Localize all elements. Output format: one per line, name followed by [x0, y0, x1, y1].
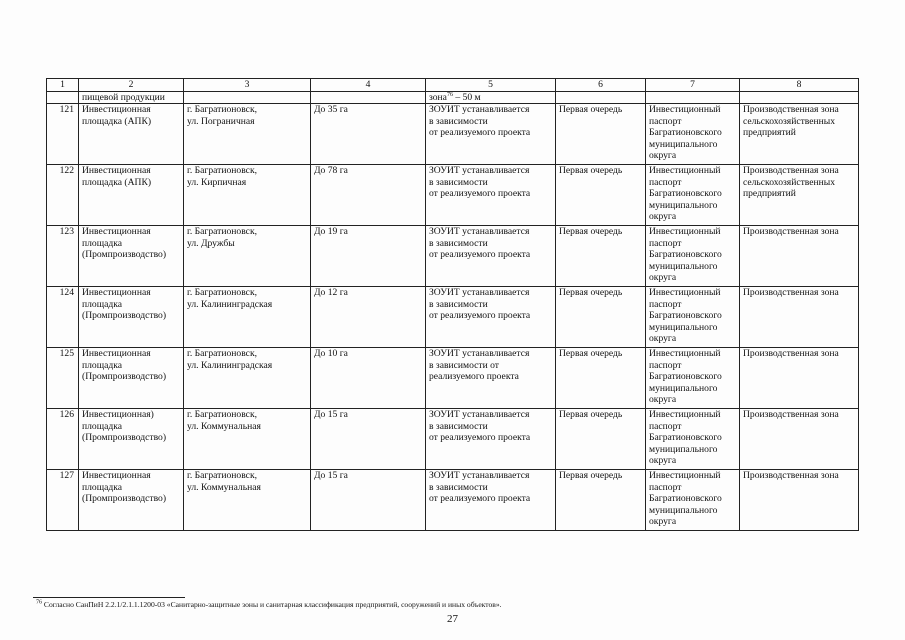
zone-description-line: от реализуемого проекта — [429, 249, 531, 260]
object-address-line: ул. Калининградская — [187, 298, 273, 310]
zone-description-line: реализуемого проекта — [429, 371, 519, 382]
zone-description-line: ЗОУИТ устанавливается — [429, 409, 530, 420]
zone-description-line: в зависимости — [429, 481, 488, 493]
source-document-line: паспорт — [649, 176, 682, 188]
source-document-line: муниципального — [649, 321, 718, 333]
implementation-stage: Первая очередь — [556, 226, 646, 287]
object-address — [184, 348, 311, 409]
source-document-line: Багратионовского — [649, 188, 722, 199]
table-row — [47, 226, 859, 287]
functional-zone — [740, 348, 859, 409]
continuation-cell — [311, 91, 426, 104]
source-document-line: Инвестиционный — [649, 470, 721, 481]
column-number: 6 — [556, 79, 646, 92]
object-address-line: г. Багратионовск, — [187, 165, 258, 176]
source-document-line: Инвестиционный — [649, 287, 721, 298]
functional-zone — [740, 104, 859, 165]
zone-description-line: ЗОУИТ устанавливается — [429, 226, 530, 237]
row-number: 127 — [47, 470, 79, 531]
source-document-line: Багратионовского — [649, 249, 722, 260]
source-document — [646, 287, 740, 348]
implementation-stage: Первая очередь — [556, 470, 646, 531]
source-document-line: Багратионовского — [649, 371, 722, 382]
object-area: До 78 га — [311, 165, 426, 226]
implementation-stage: Первая очередь — [556, 287, 646, 348]
object-name-line: Инвестиционная — [82, 104, 151, 115]
object-name — [79, 348, 184, 409]
zone-description-line: от реализуемого проекта — [429, 188, 531, 199]
zone-description — [426, 104, 556, 165]
object-name-line: (Промпроизводство) — [82, 249, 167, 260]
table-row — [47, 165, 859, 226]
functional-zone-line: предприятий — [743, 127, 796, 138]
zone-description-line: в зависимости от — [429, 359, 499, 371]
source-document-line: Инвестиционный — [649, 226, 721, 237]
zone-description — [426, 226, 556, 287]
zone-description-line: ЗОУИТ устанавливается — [429, 287, 530, 298]
functional-zone-line: предприятий — [743, 188, 796, 199]
footnote — [36, 600, 876, 609]
object-address-line: г. Багратионовск, — [187, 226, 258, 237]
object-address-line: г. Багратионовск, — [187, 287, 258, 298]
source-document-line: Инвестиционный — [649, 348, 721, 359]
functional-zone — [740, 287, 859, 348]
object-address — [184, 409, 311, 470]
object-address-line: ул. Пограничная — [187, 115, 255, 127]
functional-zone-line: Производственная зона — [743, 409, 839, 420]
object-address — [184, 226, 311, 287]
object-address — [184, 165, 311, 226]
object-area: До 12 га — [311, 287, 426, 348]
source-document-line: муниципального — [649, 382, 718, 394]
source-document — [646, 104, 740, 165]
zone-description-line: в зависимости — [429, 298, 488, 310]
object-name-line: (Промпроизводство) — [82, 310, 167, 321]
row-number: 121 — [47, 104, 79, 165]
source-document — [646, 470, 740, 531]
object-area: До 19 га — [311, 226, 426, 287]
source-document-line: паспорт — [649, 115, 682, 127]
functional-zone — [740, 226, 859, 287]
implementation-stage: Первая очередь — [556, 409, 646, 470]
object-name-line: Инвестиционная — [82, 226, 151, 237]
object-address-line: ул. Дружбы — [187, 237, 235, 249]
object-name — [79, 226, 184, 287]
zone-description-line: в зависимости — [429, 237, 488, 249]
source-document — [646, 409, 740, 470]
object-address-line: ул. Коммунальная — [187, 481, 261, 493]
object-address — [184, 104, 311, 165]
row-number: 125 — [47, 348, 79, 409]
source-document-line: муниципального — [649, 443, 718, 455]
object-name-line: Инвестиционная — [82, 165, 151, 176]
zone-description-line: в зависимости — [429, 115, 488, 127]
source-document — [646, 348, 740, 409]
implementation-stage: Первая очередь — [556, 348, 646, 409]
continuation-row — [47, 91, 859, 104]
continuation-cell — [740, 91, 859, 104]
object-name-line: площадка (АПК) — [82, 176, 152, 188]
table-row — [47, 409, 859, 470]
object-name-line: площадка (АПК) — [82, 115, 152, 127]
functional-zone-line: Производственная зона — [743, 470, 839, 481]
source-document-line: муниципального — [649, 199, 718, 211]
column-number: 5 — [426, 79, 556, 92]
zone-description-line: ЗОУИТ устанавливается — [429, 104, 530, 115]
object-name-line: (Промпроизводство) — [82, 432, 167, 443]
source-document-line: Инвестиционный — [649, 165, 721, 176]
planned-objects-table — [46, 78, 859, 531]
object-name-line: площадка — [82, 420, 123, 432]
object-name-line: площадка — [82, 481, 123, 493]
footnote-divider — [33, 597, 185, 598]
column-number: 2 — [79, 79, 184, 92]
object-name-line: площадка — [82, 298, 123, 310]
object-name — [79, 470, 184, 531]
zone-description — [426, 287, 556, 348]
source-document-line: паспорт — [649, 359, 682, 371]
object-name — [79, 165, 184, 226]
object-area: До 35 га — [311, 104, 426, 165]
source-document-line: округа — [649, 333, 677, 344]
table-row — [47, 104, 859, 165]
column-number: 8 — [740, 79, 859, 92]
page-number: 27 — [447, 613, 458, 625]
column-number: 4 — [311, 79, 426, 92]
footnote-ref: 76 — [446, 91, 453, 98]
column-number-row — [47, 79, 859, 92]
source-document-line: округа — [649, 516, 677, 527]
row-number: 126 — [47, 409, 79, 470]
object-address-line: ул. Калининградская — [187, 359, 273, 371]
source-document-line: Багратионовского — [649, 493, 722, 504]
object-name-line: Инвестиционная) — [82, 409, 154, 420]
zone-description-line: от реализуемого проекта — [429, 493, 531, 504]
zone-description — [426, 165, 556, 226]
functional-zone-line: сельскохозяйственных — [743, 176, 836, 188]
source-document-line: муниципального — [649, 504, 718, 516]
object-name — [79, 287, 184, 348]
object-address — [184, 470, 311, 531]
object-name — [79, 409, 184, 470]
object-name-line: (Промпроизводство) — [82, 371, 167, 382]
object-name-line: площадка — [82, 359, 123, 371]
implementation-stage: Первая очередь — [556, 104, 646, 165]
source-document-line: паспорт — [649, 298, 682, 310]
source-document-line: округа — [649, 211, 677, 222]
object-address-line: ул. Кирпичная — [187, 176, 247, 188]
object-name-line: (Промпроизводство) — [82, 493, 167, 504]
source-document-line: округа — [649, 455, 677, 466]
object-name-line: Инвестиционная — [82, 287, 151, 298]
source-document-line: паспорт — [649, 237, 682, 249]
continuation-cell — [47, 91, 79, 104]
column-number: 7 — [646, 79, 740, 92]
functional-zone-line: Производственная зона — [743, 287, 839, 298]
object-area: До 15 га — [311, 409, 426, 470]
object-name — [79, 104, 184, 165]
source-document-line: округа — [649, 394, 677, 405]
functional-zone-line: Производственная зона — [743, 165, 839, 176]
zone-description-line: ЗОУИТ устанавливается — [429, 470, 530, 481]
continuation-cell — [184, 91, 311, 104]
source-document-line: округа — [649, 150, 677, 161]
source-document-line: Багратионовского — [649, 432, 722, 443]
table-row — [47, 348, 859, 409]
footnote-marker: 76 — [36, 599, 42, 606]
functional-zone — [740, 470, 859, 531]
zone-description-line: в зависимости — [429, 420, 488, 432]
source-document — [646, 226, 740, 287]
source-document-line: муниципального — [649, 260, 718, 272]
functional-zone — [740, 409, 859, 470]
row-number: 124 — [47, 287, 79, 348]
zone-description-line: ЗОУИТ устанавливается — [429, 348, 530, 359]
implementation-stage: Первая очередь — [556, 165, 646, 226]
column-number: 3 — [184, 79, 311, 92]
object-area: До 10 га — [311, 348, 426, 409]
object-address-line: г. Багратионовск, — [187, 409, 258, 420]
continuation-name: пищевой продукции — [79, 91, 184, 104]
object-address-line: г. Багратионовск, — [187, 104, 258, 115]
zone-description-line: в зависимости — [429, 176, 488, 188]
object-address-line: г. Багратионовск, — [187, 470, 258, 481]
functional-zone-line: сельскохозяйственных — [743, 115, 836, 127]
zone-description-line: от реализуемого проекта — [429, 432, 531, 443]
functional-zone — [740, 165, 859, 226]
source-document-line: Багратионовского — [649, 127, 722, 138]
source-document-line: округа — [649, 272, 677, 283]
row-number: 122 — [47, 165, 79, 226]
object-name-line: Инвестиционная — [82, 348, 151, 359]
continuation-cell — [556, 91, 646, 104]
source-document-line: Багратионовского — [649, 310, 722, 321]
source-document — [646, 165, 740, 226]
zone-description-line: от реализуемого проекта — [429, 127, 531, 138]
zone-description-line: от реализуемого проекта — [429, 310, 531, 321]
zone-description-line: ЗОУИТ устанавливается — [429, 165, 530, 176]
zone-description — [426, 409, 556, 470]
table-row — [47, 470, 859, 531]
object-address-line: ул. Коммунальная — [187, 420, 261, 432]
object-name-line: Инвестиционная — [82, 470, 151, 481]
functional-zone-line: Производственная зона — [743, 226, 839, 237]
object-area: До 15 га — [311, 470, 426, 531]
functional-zone-line: Производственная зона — [743, 348, 839, 359]
object-address — [184, 287, 311, 348]
footnote-text: Согласно СанПиН 2.2.1/2.1.1.1200-03 «Санитарно-защитные зоны и санитарная классификация предприятий, сооружений и иных объектов». — [42, 600, 502, 609]
zone-description — [426, 348, 556, 409]
table-row — [47, 287, 859, 348]
continuation-zone: зона$^{76}$ – 50 м — [426, 91, 556, 104]
column-number: 1 — [47, 79, 79, 92]
zone-description — [426, 470, 556, 531]
source-document-line: Инвестиционный — [649, 104, 721, 115]
source-document-line: паспорт — [649, 481, 682, 493]
functional-zone-line: Производственная зона — [743, 104, 839, 115]
object-name-line: площадка — [82, 237, 123, 249]
source-document-line: Инвестиционный — [649, 409, 721, 420]
object-address-line: г. Багратионовск, — [187, 348, 258, 359]
row-number: 123 — [47, 226, 79, 287]
source-document-line: паспорт — [649, 420, 682, 432]
source-document-line: муниципального — [649, 138, 718, 150]
continuation-cell — [646, 91, 740, 104]
